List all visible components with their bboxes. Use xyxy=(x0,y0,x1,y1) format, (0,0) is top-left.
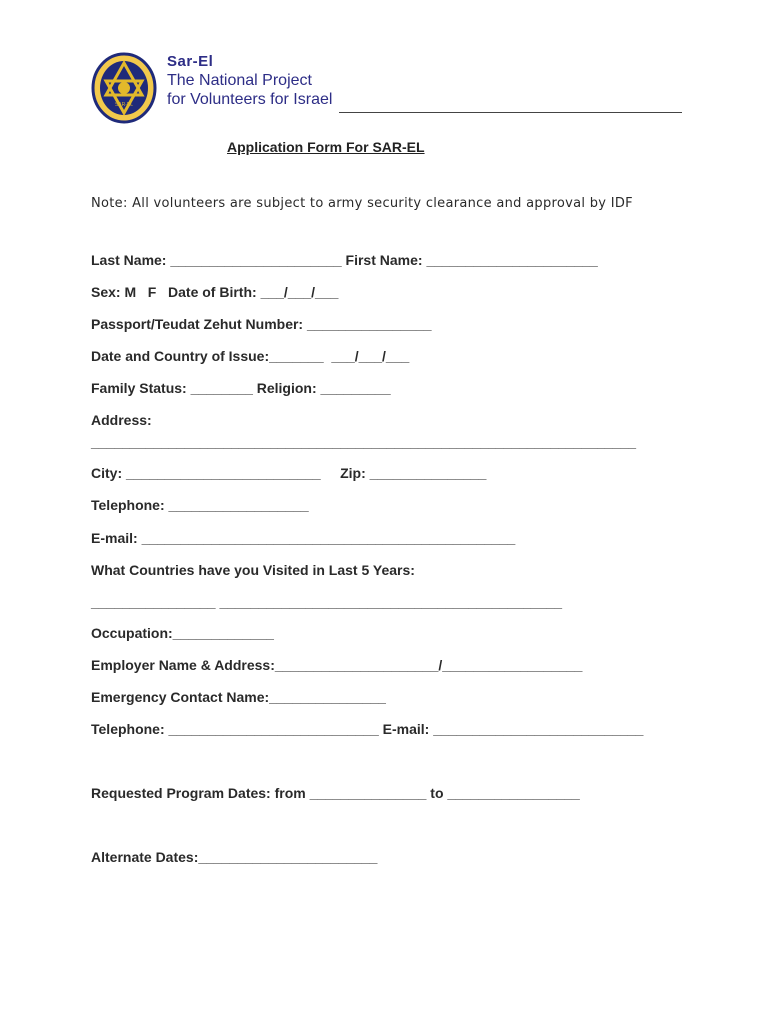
email-field[interactable]: E-mail: ________________________________________________ xyxy=(91,530,516,546)
clearance-note: Note: All volunteers are subject to army security clearance and approval by IDF xyxy=(91,196,633,211)
countries-label: What Countries have you Visited in Last 5 Years: xyxy=(91,562,415,578)
alternate-dates-field[interactable]: Alternate Dates:_______________________ xyxy=(91,849,378,865)
passport-field[interactable]: Passport/Teudat Zehut Number: ________________ xyxy=(91,316,432,332)
name-fields[interactable]: Last Name: ______________________ First Name: ______________________ xyxy=(91,252,598,268)
program-dates-fields[interactable]: Requested Program Dates: from _______________ to _________________ xyxy=(91,785,580,801)
emergency-contact-fields[interactable]: Telephone: ___________________________ E-mail: ___________________________ xyxy=(91,721,644,737)
address-label: Address: xyxy=(91,412,152,428)
sar-el-logo-icon xyxy=(91,51,157,125)
occupation-field[interactable]: Occupation:_____________ xyxy=(91,625,274,641)
family-religion-fields[interactable]: Family Status: ________ Religion: _________ xyxy=(91,380,391,396)
brand-block xyxy=(167,52,332,109)
form-title: Application Form For SAR-EL xyxy=(227,139,425,155)
city-zip-fields[interactable]: City: _________________________ Zip: _______________ xyxy=(91,465,487,481)
emergency-contact-name-field[interactable]: Emergency Contact Name:_______________ xyxy=(91,689,386,705)
brand-tagline-line-2: for Volunteers for Israel xyxy=(167,91,333,108)
sex-dob-fields[interactable]: Sex: M F Date of Birth: ___/___/___ xyxy=(91,284,339,300)
svg-text:SAR-EL: SAR-EL xyxy=(114,102,134,108)
letterhead xyxy=(91,49,691,129)
issue-date-country-field[interactable]: Date and Country of Issue:_______ ___/___/___ xyxy=(91,348,410,364)
brand-name: Sar-El xyxy=(167,53,214,70)
employer-field[interactable]: Employer Name & Address:_____________________/__________________ xyxy=(91,657,583,673)
header-rule xyxy=(339,112,682,113)
brand-tagline-line-1: The National Project xyxy=(167,72,312,89)
countries-field[interactable]: ________________ ____________________________________________ xyxy=(91,594,563,610)
telephone-field[interactable]: Telephone: __________________ xyxy=(91,497,309,513)
address-field[interactable]: ______________________________________________________________________ xyxy=(91,434,637,450)
